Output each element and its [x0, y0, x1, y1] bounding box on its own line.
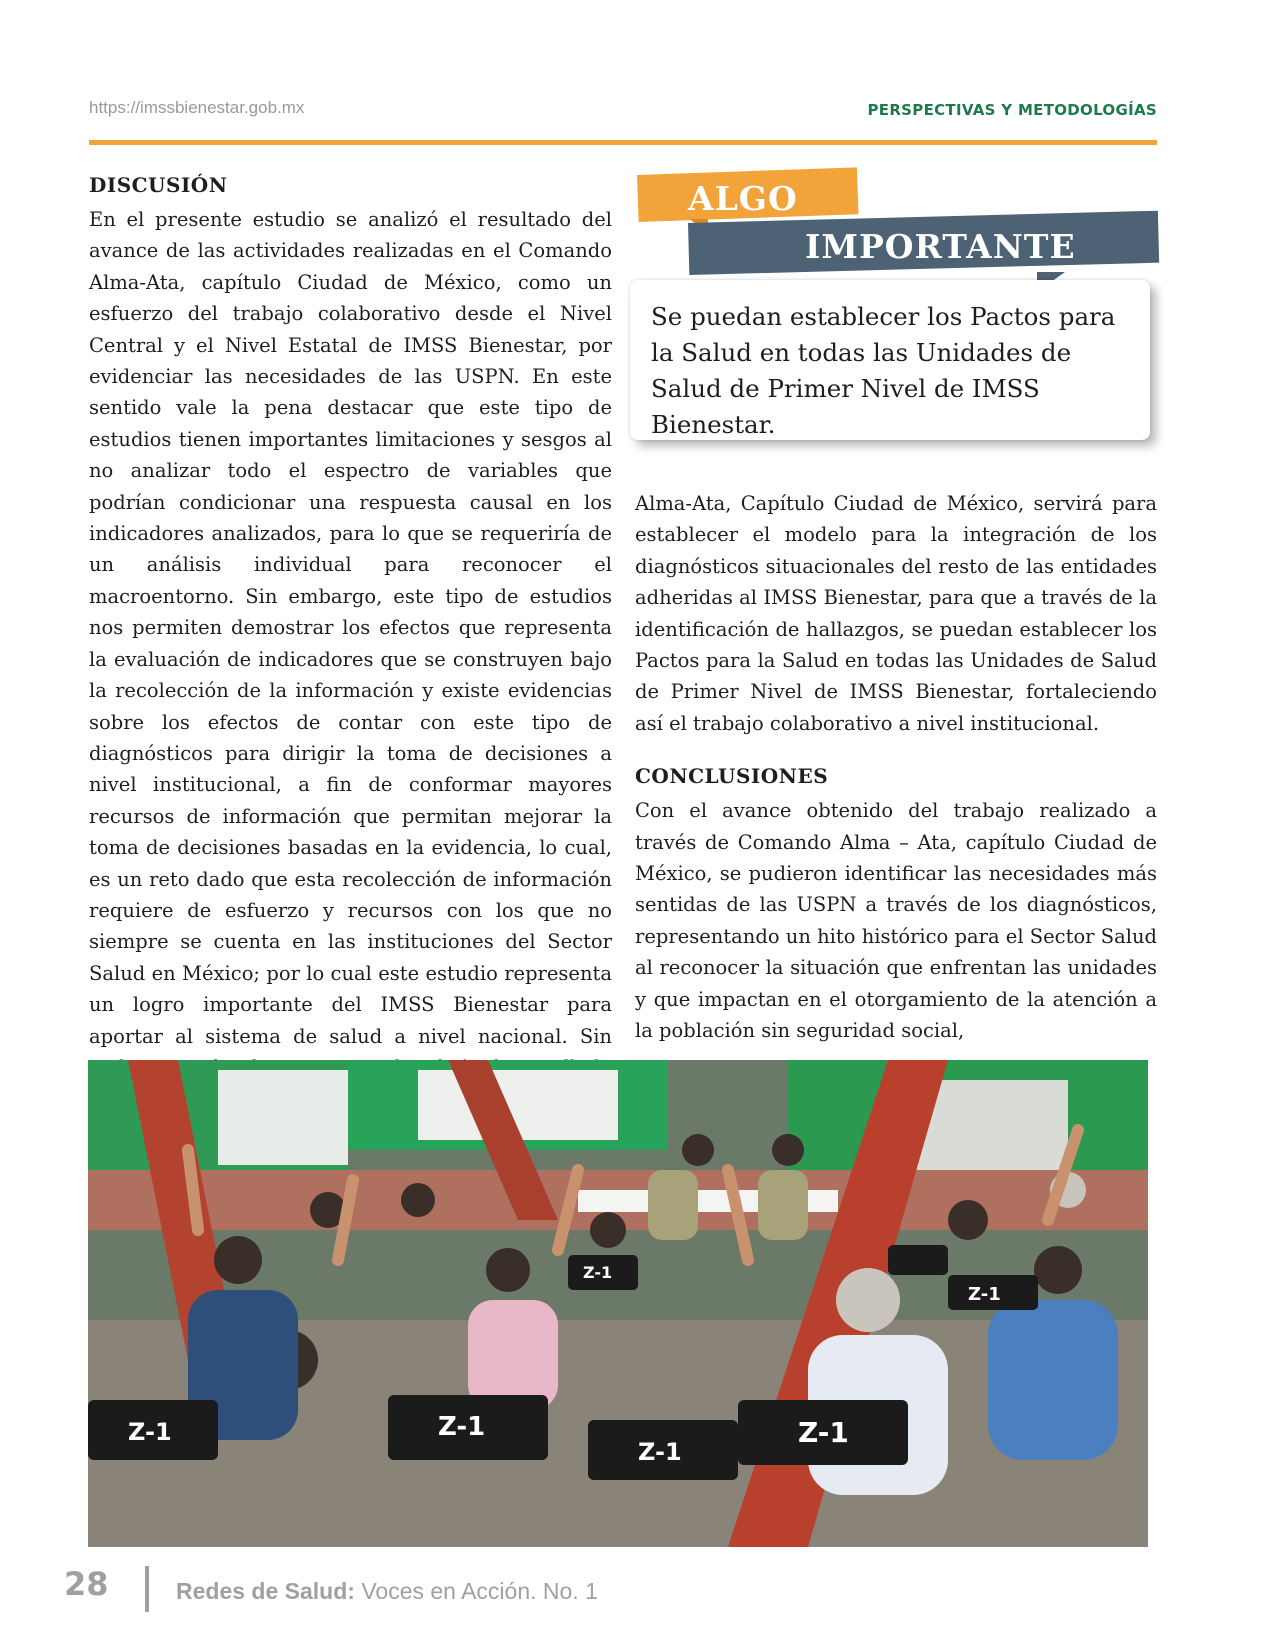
- discussion-heading: DISCUSIÓN: [89, 173, 228, 197]
- callout-tag-algo: ALGO: [688, 179, 798, 218]
- footer-publication-title: Redes de Salud:: [176, 1578, 355, 1604]
- chair-label: Z-1: [438, 1412, 486, 1442]
- conclusions-body: Con el avance obtenido del trabajo realizado a través de Comando Alma – Ata, capítulo Ciudad de México, se pudieron identificar las necesidades más sentidas de las USPN a través de los diagnósticos, representando un hito histórico para el Sector Salud al reconocer la situación que enfrentan las unidades y que impactan en el otorgamiento de la atención a la población sin seguridad social,: [635, 799, 1157, 1043]
- footer-divider: [145, 1566, 149, 1612]
- chair-label: Z-1: [638, 1438, 682, 1466]
- chair-label: Z-1: [583, 1263, 613, 1282]
- chair-label: Z-1: [968, 1284, 1001, 1305]
- header-url[interactable]: https://imssbienestar.gob.mx: [89, 98, 305, 117]
- footer-publication: [176, 1578, 598, 1605]
- discussion-column: [89, 172, 612, 1115]
- footer-publication-subtitle: Voces en Acción. No. 1: [354, 1578, 598, 1604]
- discussion-continued: Alma-Ata, Capítulo Ciudad de México, servirá para establecer el modelo para la integración de los diagnósticos situacionales del resto de las entidades adheridas al IMSS Bienestar, para que a través de la identificación de hallazgos, se puedan establecer los Pactos para la Salud en todas las Unidades de Salud de Primer Nivel de IMSS Bienestar, fortaleciendo así el trabajo colaborativo a nivel institucional.: [635, 492, 1157, 735]
- chair-label: Z-1: [798, 1416, 849, 1449]
- conclusions-heading: CONCLUSIONES: [635, 764, 829, 789]
- header-divider: [89, 140, 1157, 145]
- page-number: 28: [64, 1565, 109, 1603]
- important-callout: [630, 175, 1170, 475]
- discussion-body: En el presente estudio se analizó el resultado del avance de las actividades realizadas en el Comando Alma-Ata, capítulo Ciudad de México, como un esfuerzo del trabajo colaborativo desde el Nivel Central y el Nivel Estatal de IMSS Bienestar, por evidenciar las necesidades de las USPN. En este sentido vale la pena destacar que este tipo de estudios tienen importantes limitaciones y sesgos al no analizar todo el espectro de variables que podrían condicionar una respuesta causal en los indicadores analizados, para lo que se requeriría de un análisis individual para reconocer el macroentorno. Sin embargo, este tipo de estudios nos permiten demostrar los efectos que representa la evaluación de indicadores que se construyen bajo la recolección de la información y existe evidencias sobre los efectos de contar con este tipo de diagnósticos para dirigir la toma de decisiones a nivel institucional, a fin de conformar mayores recursos de información que permitan mejorar la toma de decisiones basadas en la evidencia, lo cual, es un reto dado que esta recolección de información requiere de esfuerzo y recursos con los que no siempre se cuenta en las instituciones del Sector Salud en México; por lo cual este estudio representa un logro importante del IMSS Bienestar para aportar al sistema de salud a nivel nacional. Sin: [89, 208, 612, 1048]
- right-column: [635, 488, 1157, 1047]
- photo-illustration: [88, 1060, 1148, 1547]
- chair-label: Z-1: [128, 1418, 172, 1446]
- header-section-title: PERSPECTIVAS Y METODOLOGÍAS: [867, 101, 1157, 119]
- community-meeting-photo: [88, 1060, 1148, 1547]
- callout-text: Se puedan establecer los Pactos para la Salud en todas las Unidades de Salud de Primer Nivel de IMSS Bienestar.: [651, 302, 1116, 439]
- callout-tag-importante: IMPORTANTE: [805, 227, 1076, 266]
